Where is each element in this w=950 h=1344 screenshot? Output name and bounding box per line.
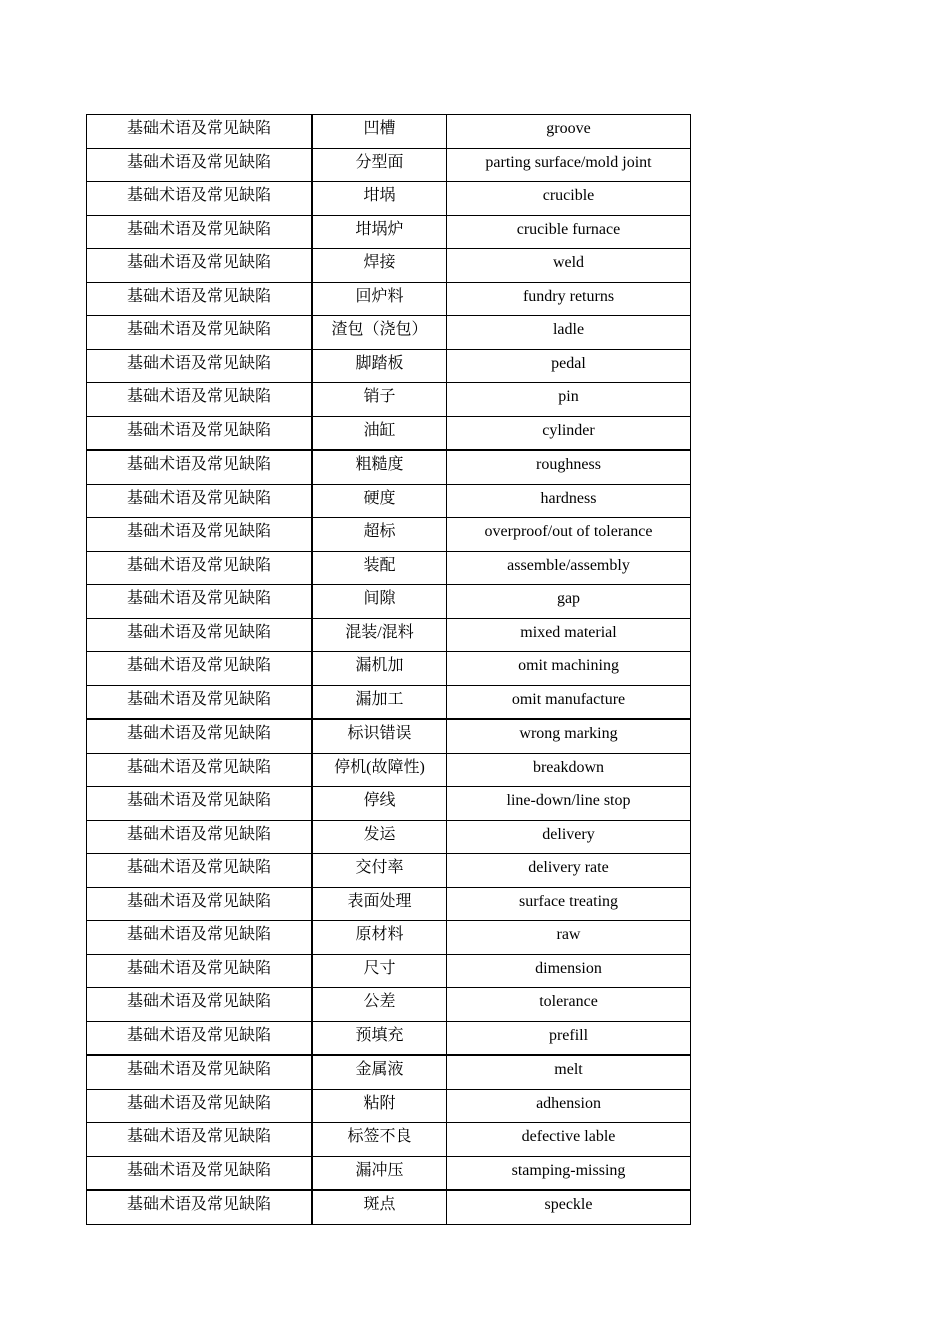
chinese-term-cell-text: 原材料 [355,926,404,944]
english-term-cell [447,1156,691,1190]
english-term-cell [447,887,691,921]
chinese-term-cell-text: 超标 [363,523,396,541]
category-cell [87,383,313,417]
chinese-term-cell [312,1190,447,1224]
english-term-cell-text: gap [556,590,581,608]
category-cell-text: 基础术语及常见缺陷 [126,1128,271,1146]
category-cell [87,753,313,787]
chinese-term-cell [312,1089,447,1123]
chinese-term-cell-text: 漏冲压 [355,1161,404,1179]
category-cell [87,988,313,1022]
chinese-term-cell [312,719,447,753]
english-term-cell [447,282,691,316]
category-cell [87,820,313,854]
english-term-cell [447,518,691,552]
category-cell [87,854,313,888]
chinese-term-cell-text: 粗糙度 [355,456,404,474]
english-term-cell [447,484,691,518]
category-cell-text: 基础术语及常见缺陷 [126,153,271,171]
chinese-term-cell-text: 标识错误 [347,725,412,743]
english-term-cell [447,182,691,216]
chinese-term-cell [312,551,447,585]
category-cell-text: 基础术语及常见缺陷 [126,758,271,776]
category-cell-text: 基础术语及常见缺陷 [126,1094,271,1112]
category-cell-text: 基础术语及常见缺陷 [126,187,271,205]
english-term-cell-text: crucible furnace [516,220,621,238]
english-term-cell-text: melt [554,1061,583,1079]
category-cell-text: 基础术语及常见缺陷 [126,1161,271,1179]
category-cell-text: 基础术语及常见缺陷 [126,523,271,541]
english-term-cell [447,719,691,753]
category-cell [87,685,313,719]
table-row [87,1055,691,1089]
category-cell [87,1156,313,1190]
chinese-term-cell [312,753,447,787]
category-cell-text: 基础术语及常见缺陷 [126,1061,271,1079]
table-row [87,1089,691,1123]
category-cell-text: 基础术语及常见缺陷 [126,792,271,810]
chinese-term-cell-text: 交付率 [355,859,404,877]
english-term-cell-text: overproof/out of tolerance [484,523,653,541]
table-row [87,249,691,283]
table-row [87,450,691,484]
english-term-cell [447,249,691,283]
chinese-term-cell [312,1156,447,1190]
english-term-cell-text: omit manufacture [511,690,626,708]
table-row [87,316,691,350]
category-cell [87,1021,313,1055]
english-term-cell [447,1021,691,1055]
chinese-term-cell-text: 粘附 [363,1094,396,1112]
english-term-cell-text: assemble/assembly [507,556,630,574]
category-cell-text: 基础术语及常见缺陷 [126,1196,271,1214]
english-term-cell-text: defective lable [521,1128,616,1146]
english-term-cell-text: omit machining [518,657,619,675]
chinese-term-cell-text: 停机(故障性) [334,758,425,776]
chinese-term-cell [312,585,447,619]
english-term-cell [447,921,691,955]
english-term-cell-text: breakdown [532,758,605,776]
english-term-cell [447,450,691,484]
table-row [87,1156,691,1190]
table-row [87,820,691,854]
category-cell [87,652,313,686]
table-row [87,551,691,585]
table-row [87,518,691,552]
category-cell [87,618,313,652]
english-term-cell-text: weld [552,254,585,272]
chinese-term-cell-text: 尺寸 [363,959,396,977]
table-row [87,921,691,955]
english-term-cell-text: raw [556,926,581,944]
table-row [87,115,691,149]
chinese-term-cell [312,115,447,149]
category-cell [87,182,313,216]
chinese-term-cell-text: 焊接 [363,254,396,272]
category-cell-text: 基础术语及常见缺陷 [126,657,271,675]
english-term-cell [447,685,691,719]
english-term-cell-text: line-down/line stop [506,792,631,810]
chinese-term-cell-text: 油缸 [363,421,396,439]
category-cell [87,954,313,988]
table-row [87,416,691,450]
chinese-term-cell-text: 公差 [363,993,396,1011]
table-row [87,887,691,921]
chinese-term-cell [312,1123,447,1157]
category-cell [87,450,313,484]
english-term-cell-text: pedal [551,354,586,372]
category-cell [87,719,313,753]
chinese-term-cell [312,383,447,417]
category-cell-text: 基础术语及常见缺陷 [126,287,271,305]
category-cell-text: 基础术语及常见缺陷 [126,993,271,1011]
english-term-cell [447,1123,691,1157]
chinese-term-cell [312,685,447,719]
chinese-term-cell [312,518,447,552]
chinese-term-cell-text: 装配 [363,556,396,574]
chinese-term-cell [312,215,447,249]
chinese-term-cell [312,988,447,1022]
english-term-cell-text: delivery rate [528,859,609,877]
english-term-cell-text: fundry returns [522,287,615,305]
table-row [87,182,691,216]
english-term-cell [447,1089,691,1123]
english-term-cell [447,148,691,182]
category-cell-text: 基础术语及常见缺陷 [126,725,271,743]
chinese-term-cell-text: 表面处理 [347,892,412,910]
category-cell-text: 基础术语及常见缺陷 [126,388,271,406]
chinese-term-cell [312,484,447,518]
english-term-cell [447,215,691,249]
category-cell [87,551,313,585]
table-row [87,1123,691,1157]
english-term-cell [447,115,691,149]
english-term-cell-text: wrong marking [519,725,618,743]
table-row [87,652,691,686]
category-cell [87,115,313,149]
category-cell-text: 基础术语及常见缺陷 [126,690,271,708]
english-term-cell-text: dimension [535,959,602,977]
category-cell-text: 基础术语及常见缺陷 [126,254,271,272]
category-cell-text: 基础术语及常见缺陷 [126,456,271,474]
chinese-term-cell [312,854,447,888]
table-row [87,988,691,1022]
category-cell-text: 基础术语及常见缺陷 [126,590,271,608]
english-term-cell [447,349,691,383]
english-term-cell-text: roughness [536,456,601,474]
english-term-cell [447,988,691,1022]
glossary-body [87,115,691,1225]
english-term-cell-text: speckle [544,1196,593,1214]
category-cell-text: 基础术语及常见缺陷 [126,421,271,439]
chinese-term-cell [312,787,447,821]
chinese-term-cell [312,921,447,955]
english-term-cell-text: parting surface/mold joint [485,153,652,171]
english-term-cell-text: surface treating [518,892,619,910]
table-row [87,787,691,821]
english-term-cell [447,954,691,988]
chinese-term-cell [312,148,447,182]
chinese-term-cell-text: 渣包（浇包） [331,321,428,339]
english-term-cell [447,753,691,787]
table-row [87,854,691,888]
chinese-term-cell [312,1021,447,1055]
chinese-term-cell [312,349,447,383]
english-term-cell-text: stamping-missing [511,1161,626,1179]
chinese-term-cell [312,416,447,450]
category-cell [87,887,313,921]
english-term-cell [447,316,691,350]
table-row [87,282,691,316]
category-cell-text: 基础术语及常见缺陷 [126,556,271,574]
category-cell [87,282,313,316]
category-cell-text: 基础术语及常见缺陷 [126,859,271,877]
category-cell [87,1123,313,1157]
table-row [87,954,691,988]
category-cell [87,148,313,182]
chinese-term-cell-text: 停线 [363,792,396,810]
english-term-cell [447,618,691,652]
category-cell-text: 基础术语及常见缺陷 [126,926,271,944]
chinese-term-cell-text: 金属液 [355,1061,404,1079]
chinese-term-cell [312,1055,447,1089]
category-cell-text: 基础术语及常见缺陷 [126,959,271,977]
table-row [87,484,691,518]
table-row [87,215,691,249]
category-cell [87,416,313,450]
chinese-term-cell-text: 斑点 [363,1196,396,1214]
chinese-term-cell-text: 标签不良 [347,1128,412,1146]
table-row [87,383,691,417]
chinese-term-cell-text: 脚踏板 [355,354,404,372]
english-term-cell [447,787,691,821]
category-cell-text: 基础术语及常见缺陷 [126,892,271,910]
category-cell [87,215,313,249]
chinese-term-cell-text: 分型面 [355,153,404,171]
category-cell [87,249,313,283]
english-term-cell [447,652,691,686]
english-term-cell [447,551,691,585]
chinese-term-cell [312,249,447,283]
category-cell [87,316,313,350]
english-term-cell [447,1055,691,1089]
category-cell [87,1089,313,1123]
glossary-table [86,114,691,1225]
chinese-term-cell [312,282,447,316]
category-cell-text: 基础术语及常见缺陷 [126,321,271,339]
chinese-term-cell [312,954,447,988]
chinese-term-cell [312,316,447,350]
table-row [87,349,691,383]
english-term-cell-text: tolerance [539,993,598,1011]
english-term-cell [447,416,691,450]
english-term-cell [447,1190,691,1224]
english-term-cell-text: prefill [548,1026,589,1044]
english-term-cell-text: ladle [552,321,585,339]
table-row [87,585,691,619]
table-row [87,685,691,719]
category-cell [87,349,313,383]
chinese-term-cell-text: 凹槽 [363,120,396,138]
english-term-cell-text: groove [546,120,591,138]
chinese-term-cell-text: 发运 [363,825,396,843]
table-row [87,753,691,787]
english-term-cell [447,854,691,888]
category-cell [87,921,313,955]
chinese-term-cell-text: 漏加工 [355,690,404,708]
english-term-cell-text: pin [558,388,579,406]
english-term-cell [447,820,691,854]
category-cell [87,1055,313,1089]
category-cell [87,585,313,619]
english-term-cell-text: hardness [540,489,597,507]
category-cell-text: 基础术语及常见缺陷 [126,489,271,507]
english-term-cell [447,585,691,619]
chinese-term-cell-text: 回炉料 [355,287,404,305]
chinese-term-cell-text: 硬度 [363,489,396,507]
table-row [87,618,691,652]
chinese-term-cell [312,618,447,652]
chinese-term-cell-text: 销子 [363,388,396,406]
english-term-cell-text: mixed material [520,623,617,641]
category-cell-text: 基础术语及常见缺陷 [126,120,271,138]
table-row [87,719,691,753]
english-term-cell-text: adhension [536,1094,601,1112]
english-term-cell-text: cylinder [542,421,595,439]
table-row [87,148,691,182]
english-term-cell [447,383,691,417]
english-term-cell-text: crucible [542,187,595,205]
chinese-term-cell [312,182,447,216]
category-cell [87,518,313,552]
category-cell-text: 基础术语及常见缺陷 [126,1026,271,1044]
chinese-term-cell-text: 漏机加 [355,657,404,675]
table-row [87,1021,691,1055]
chinese-term-cell-text: 预填充 [355,1026,404,1044]
chinese-term-cell-text: 坩埚 [363,187,396,205]
chinese-term-cell-text: 混装/混料 [345,623,414,641]
category-cell-text: 基础术语及常见缺陷 [126,623,271,641]
chinese-term-cell [312,887,447,921]
category-cell [87,787,313,821]
category-cell-text: 基础术语及常见缺陷 [126,354,271,372]
table-row [87,1190,691,1224]
category-cell-text: 基础术语及常见缺陷 [126,825,271,843]
chinese-term-cell-text: 坩埚炉 [355,220,404,238]
category-cell [87,1190,313,1224]
chinese-term-cell-text: 间隙 [363,590,396,608]
english-term-cell-text: delivery [542,825,595,843]
category-cell [87,484,313,518]
category-cell-text: 基础术语及常见缺陷 [126,220,271,238]
chinese-term-cell [312,450,447,484]
chinese-term-cell [312,820,447,854]
chinese-term-cell [312,652,447,686]
